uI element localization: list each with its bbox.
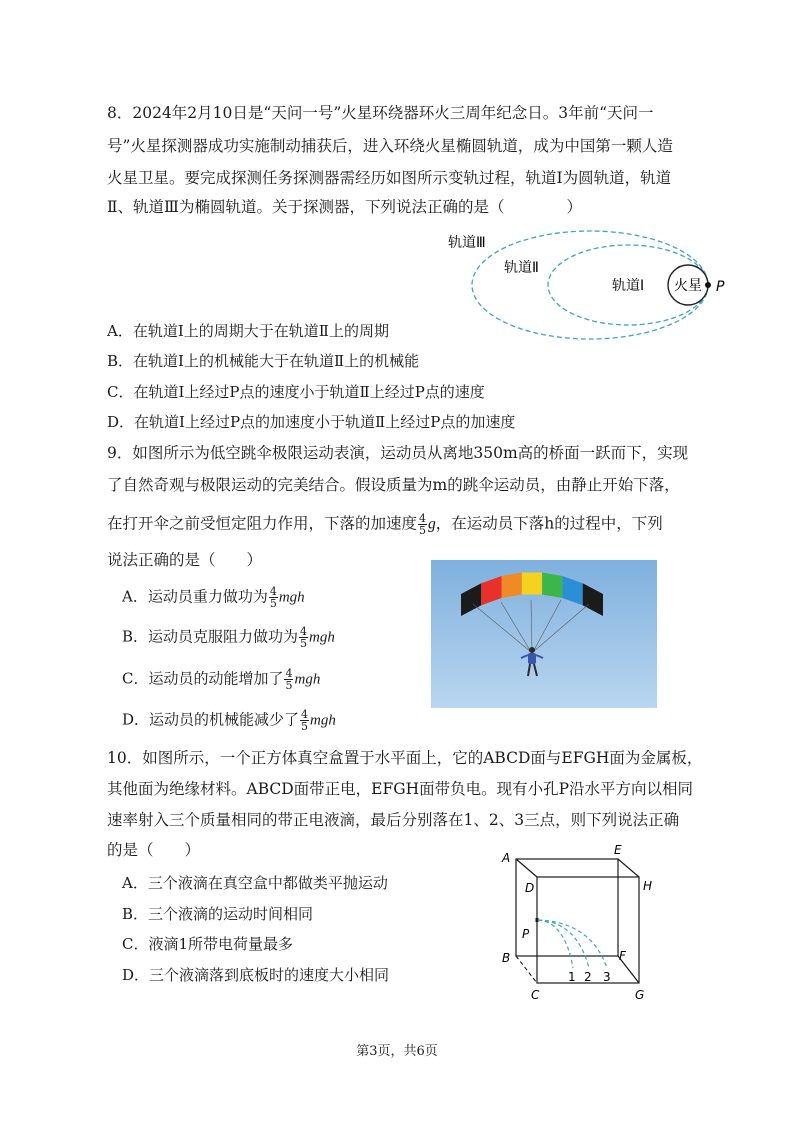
point-p-dot: [705, 282, 711, 288]
q9-line-4: 说法正确的是（ ）: [107, 551, 263, 569]
q9-line-1: 9．如图所示为低空跳伞极限运动表演，运动员从离地350m高的桥面一跃而下，实现: [107, 444, 689, 462]
q8-line-4: Ⅱ、轨道Ⅲ为椭圆轨道。关于探测器，下列说法正确的是（ ）: [107, 198, 582, 216]
mars-label: 火星: [674, 278, 702, 294]
page-footer: 第3页，共6页: [356, 1044, 438, 1059]
label-h: H: [643, 879, 653, 893]
face-dhgc-front: [537, 877, 639, 983]
droplet-trajectories: [538, 920, 607, 968]
label-a: A: [502, 851, 511, 865]
canopy-stripe: [522, 572, 542, 594]
gravity-g: g: [428, 515, 436, 533]
q9-option-b: B．运动员克服阻力做功为 $\frac{4}{5}$ mgh: [122, 625, 335, 650]
orbit-2-label: 轨道Ⅱ: [504, 260, 539, 276]
q10-line-1: 10．如图所示，一个正方体真空盒置于水平面上，它的ABCD面与EFGH面为金属板，: [107, 749, 703, 767]
q8-line-3: 火星卫星。要完成探测任务探测器需经历如图所示变轨过程，轨道Ⅰ为圆轨道，轨道: [107, 169, 672, 187]
label-c: C: [531, 988, 540, 1002]
q9-line-3-start: 在打开伞之前受恒定阻力作用，下落的加速度: [107, 514, 418, 533]
q9-option-c: C．运动员的动能增加了 $\frac{4}{5}$ mgh: [122, 667, 321, 692]
canopy-stripe: [542, 572, 562, 598]
q8-option-b: B．在轨道Ⅰ上的机械能大于在轨道Ⅱ上的机械能: [107, 352, 420, 370]
parachute-photo: [431, 560, 657, 708]
q10-line-4: 的是（ ）: [107, 841, 201, 859]
orbit-diagram: [440, 225, 740, 345]
q10-option-d: D．三个液滴落到底板时的速度大小相同: [122, 966, 390, 984]
q8-line-1: 8．2024年2月10日是“天问一号”火星环绕器环火三周年纪念日。3年前“天问一: [107, 104, 654, 122]
q8-option-a: A．在轨道Ⅰ上的周期大于在轨道Ⅱ上的周期: [107, 322, 389, 340]
label-d: D: [525, 881, 535, 895]
q10-line-3: 速率射入三个质量相同的带正电液滴，最后分别落在1、2、3三点，则下列说法正确: [107, 811, 680, 829]
q9-option-a: A．运动员重力做功为 $\frac{4}{5}$ mgh: [122, 585, 305, 610]
label-2: 2: [584, 970, 592, 984]
q9-line-3-end: ，在运动员下落h的过程中，下列: [435, 514, 663, 533]
q10-option-b: B．三个液滴的运动时间相同: [122, 905, 314, 923]
q8-line-2: 号”火星探测器成功实施制动捕获后，进入环绕火星椭圆轨道，成为中国第一颗人造: [107, 137, 673, 155]
label-b: B: [502, 951, 511, 965]
point-p-label: P: [716, 279, 725, 295]
canopy-stripe: [502, 572, 522, 598]
q9-line-3: [107, 513, 663, 536]
cube-diagram: [495, 842, 665, 1007]
q10-option-c: C．液滴1所带电荷量最多: [122, 935, 294, 953]
q10-line-2: 其他面为绝缘材料。ABCD面带正电，EFGH面带负电。现有小孔P沿水平方向以相同: [107, 780, 694, 798]
face-abfe-back: [516, 859, 618, 956]
q10-option-a: A．三个液滴在真空盒中都做类平抛运动: [122, 874, 388, 892]
label-p: P: [522, 927, 530, 941]
label-e: E: [614, 843, 622, 857]
q8-option-d: D．在轨道Ⅰ上经过P点的加速度小于轨道Ⅱ上经过P点的加速度: [107, 413, 516, 431]
label-f: F: [619, 949, 626, 963]
orbit-3-label: 轨道Ⅲ: [448, 235, 486, 251]
label-1: 1: [568, 970, 576, 984]
q8-option-c: C．在轨道Ⅰ上经过P点的速度小于轨道Ⅱ上经过P点的速度: [107, 383, 485, 401]
label-3: 3: [603, 970, 611, 984]
q9-option-d: D．运动员的机械能减少了 $\frac{4}{5}$ mgh: [122, 708, 336, 733]
label-g: G: [635, 988, 645, 1002]
orbit-1-label: 轨道Ⅰ: [612, 278, 645, 294]
four-fifths-fraction: $\frac{4}{5}$: [419, 512, 427, 537]
q9-line-2: 了自然奇观与极限运动的完美结合。假设质量为m的跳伞运动员，由静止开始下落，: [107, 476, 680, 494]
